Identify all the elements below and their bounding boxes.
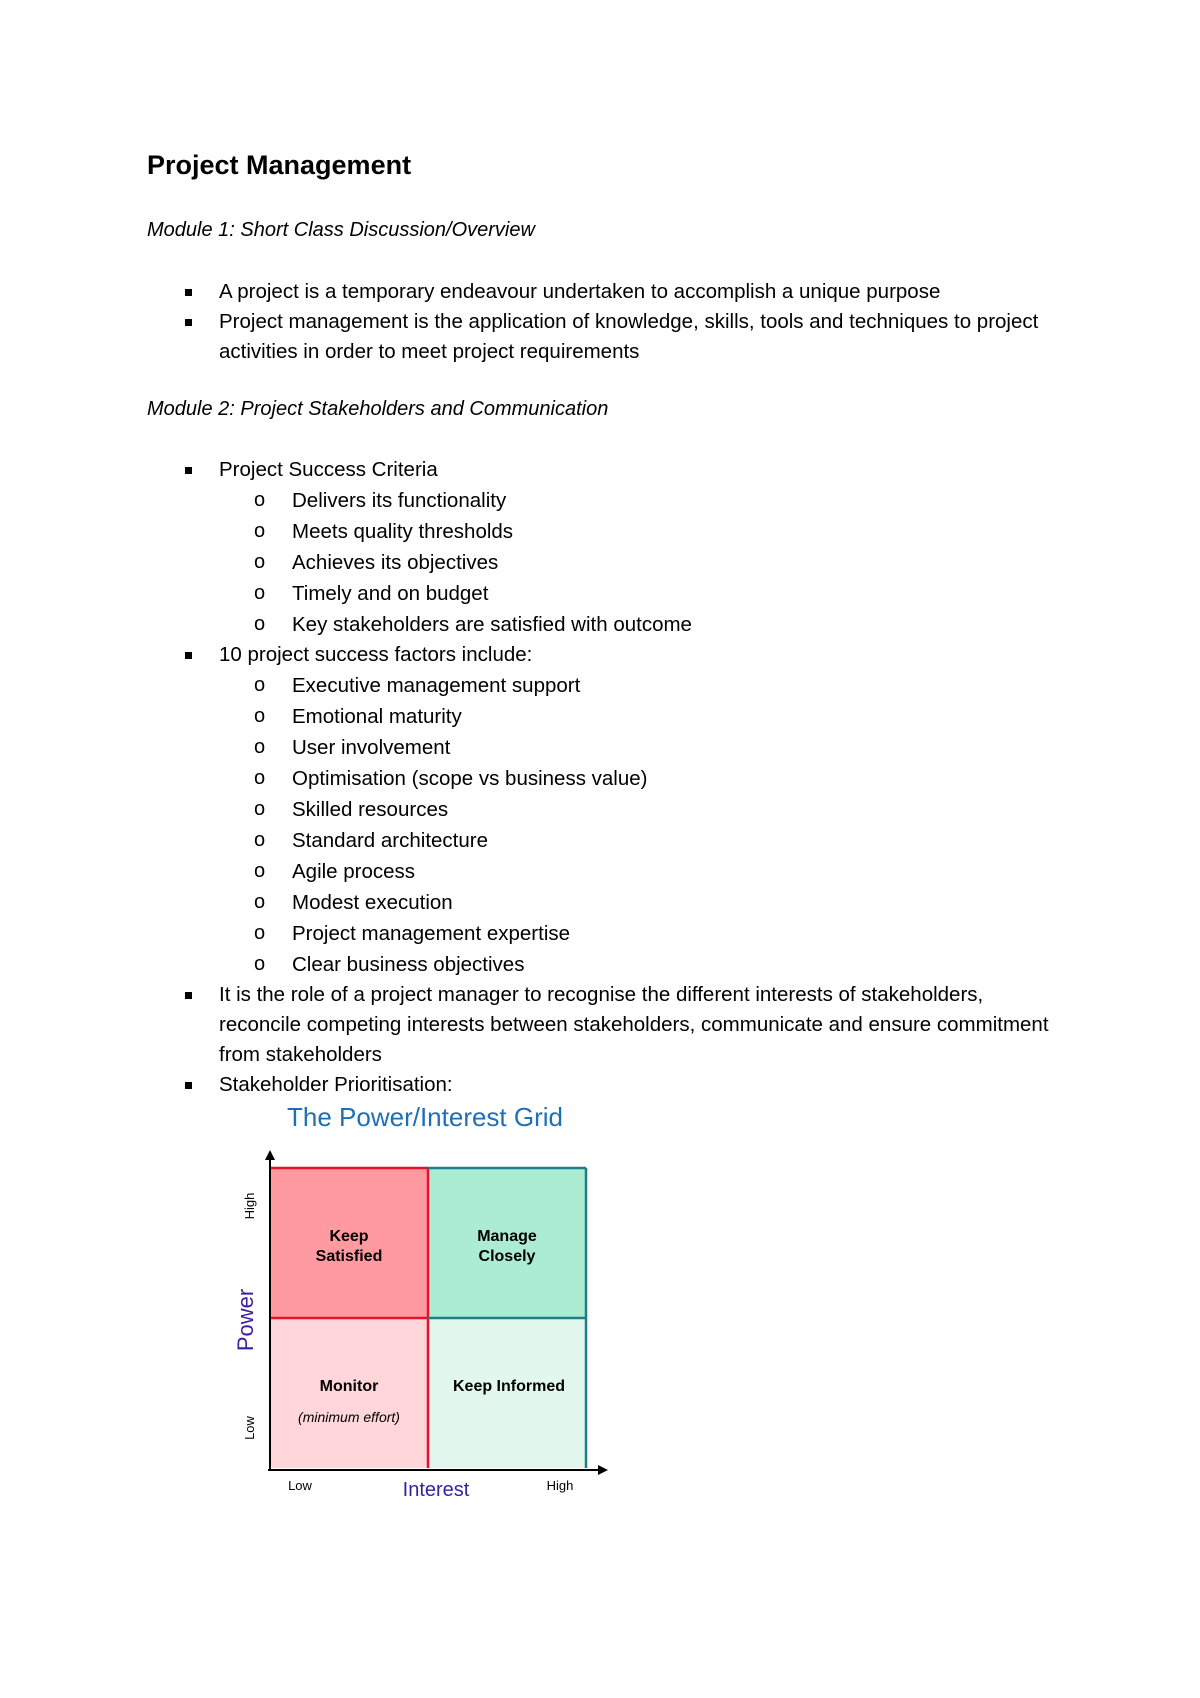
sub-list-item bbox=[254, 578, 1070, 609]
sub-item-text: Optimisation (scope vs business value) bbox=[292, 767, 648, 790]
square-bullet-icon bbox=[185, 289, 192, 296]
circle-bullet-icon: o bbox=[254, 705, 266, 727]
bullet-text: Project Success Criteria bbox=[219, 458, 438, 481]
success-criteria-sublist bbox=[219, 485, 1070, 640]
page-title: Project Management bbox=[147, 150, 412, 180]
x-axis-low-label: Low bbox=[288, 1478, 312, 1493]
sub-item-text: Clear business objectives bbox=[292, 953, 525, 976]
circle-bullet-icon: o bbox=[254, 582, 266, 604]
sub-list-item bbox=[254, 763, 1070, 794]
sub-list-item bbox=[254, 918, 1070, 949]
module-2-heading: Module 2: Project Stakeholders and Communication bbox=[147, 398, 609, 420]
square-bullet-icon bbox=[185, 992, 192, 999]
circle-bullet-icon: o bbox=[254, 520, 266, 542]
power-interest-grid-figure bbox=[230, 1098, 630, 1498]
circle-bullet-icon: o bbox=[254, 736, 266, 758]
sub-item-text: Agile process bbox=[292, 860, 416, 883]
list-item bbox=[0, 640, 1200, 980]
quadrant-label: Monitor bbox=[319, 1378, 379, 1395]
grid-title: The Power/Interest Grid bbox=[287, 1102, 563, 1132]
list-item bbox=[0, 455, 1200, 640]
quadrant-label: Satisfied bbox=[315, 1248, 383, 1265]
circle-bullet-icon: o bbox=[254, 674, 266, 696]
circle-bullet-icon: o bbox=[254, 551, 266, 573]
sub-list-item bbox=[254, 485, 1070, 516]
quadrant-label: (minimum effort) bbox=[298, 1409, 400, 1425]
circle-bullet-icon: o bbox=[254, 489, 266, 511]
sub-list-item bbox=[254, 825, 1070, 856]
x-axis-label: Interest bbox=[402, 1479, 470, 1498]
sub-list-item bbox=[254, 949, 1070, 980]
sub-list-item bbox=[254, 794, 1070, 825]
sub-item-text: Timely and on budget bbox=[292, 582, 489, 605]
circle-bullet-icon: o bbox=[254, 891, 266, 913]
circle-bullet-icon: o bbox=[254, 767, 266, 789]
y-axis-arrow-icon bbox=[265, 1150, 275, 1160]
bullet-text: 10 project success factors include: bbox=[219, 643, 533, 666]
bullet-text: Project management is the application of knowledge, skills, tools and techniques to project activities in order to meet project requirements bbox=[219, 310, 1039, 363]
sub-item-text: Project management expertise bbox=[292, 922, 571, 945]
list-item bbox=[0, 1070, 1200, 1100]
success-factors-sublist bbox=[219, 670, 1070, 980]
bullet-text: It is the role of a project manager to recognise the different interests of stakeholders, reconcile competing interests between stakeholders, communicate and ensure commitment from stakeholders bbox=[219, 983, 1049, 1066]
sub-list-item bbox=[254, 732, 1070, 763]
sub-item-text: Modest execution bbox=[292, 891, 453, 914]
circle-bullet-icon: o bbox=[254, 613, 266, 635]
x-axis-arrow-icon bbox=[598, 1465, 608, 1475]
module-2-bullet-list bbox=[0, 455, 1200, 1100]
circle-bullet-icon: o bbox=[254, 829, 266, 851]
circle-bullet-icon: o bbox=[254, 860, 266, 882]
square-bullet-icon bbox=[185, 1082, 192, 1089]
module-1-bullet-list bbox=[0, 277, 1200, 367]
quadrant-label: Keep Informed bbox=[452, 1378, 566, 1395]
sub-item-text: Skilled resources bbox=[292, 798, 449, 821]
sub-item-text: Achieves its objectives bbox=[292, 551, 499, 574]
sub-list-item bbox=[254, 856, 1070, 887]
list-item bbox=[0, 980, 1200, 1070]
quadrant-label: Keep bbox=[329, 1228, 369, 1245]
sub-list-item bbox=[254, 670, 1070, 701]
circle-bullet-icon: o bbox=[254, 922, 266, 944]
sub-item-text: Emotional maturity bbox=[292, 705, 462, 728]
sub-item-text: Standard architecture bbox=[292, 829, 489, 852]
y-axis-low-label: Low bbox=[242, 1416, 257, 1440]
power-interest-grid-svg bbox=[230, 1098, 630, 1498]
list-item bbox=[0, 307, 1200, 367]
y-axis-high-label: High bbox=[242, 1192, 257, 1220]
quadrant-label: Manage bbox=[477, 1228, 537, 1245]
sub-item-text: Meets quality thresholds bbox=[292, 520, 514, 543]
sub-list-item bbox=[254, 701, 1070, 732]
sub-list-item bbox=[254, 547, 1070, 578]
sub-item-text: Executive management support bbox=[292, 674, 581, 697]
x-axis-high-label: High bbox=[546, 1478, 574, 1493]
sub-list-item bbox=[254, 609, 1070, 640]
bullet-text: Stakeholder Prioritisation: bbox=[219, 1073, 453, 1096]
sub-list-item bbox=[254, 887, 1070, 918]
sub-list-item bbox=[254, 516, 1070, 547]
circle-bullet-icon: o bbox=[254, 798, 266, 820]
y-axis-label: Power bbox=[233, 1288, 258, 1352]
sub-item-text: User involvement bbox=[292, 736, 451, 759]
circle-bullet-icon: o bbox=[254, 953, 266, 975]
bullet-text: A project is a temporary endeavour undertaken to accomplish a unique purpose bbox=[219, 280, 941, 303]
square-bullet-icon bbox=[185, 467, 192, 474]
sub-item-text: Key stakeholders are satisfied with outcome bbox=[292, 613, 692, 636]
list-item bbox=[0, 277, 1200, 307]
sub-item-text: Delivers its functionality bbox=[292, 489, 507, 512]
quadrant-label: Closely bbox=[478, 1248, 536, 1265]
module-1-heading: Module 1: Short Class Discussion/Overview bbox=[147, 219, 535, 241]
square-bullet-icon bbox=[185, 652, 192, 659]
square-bullet-icon bbox=[185, 319, 192, 326]
